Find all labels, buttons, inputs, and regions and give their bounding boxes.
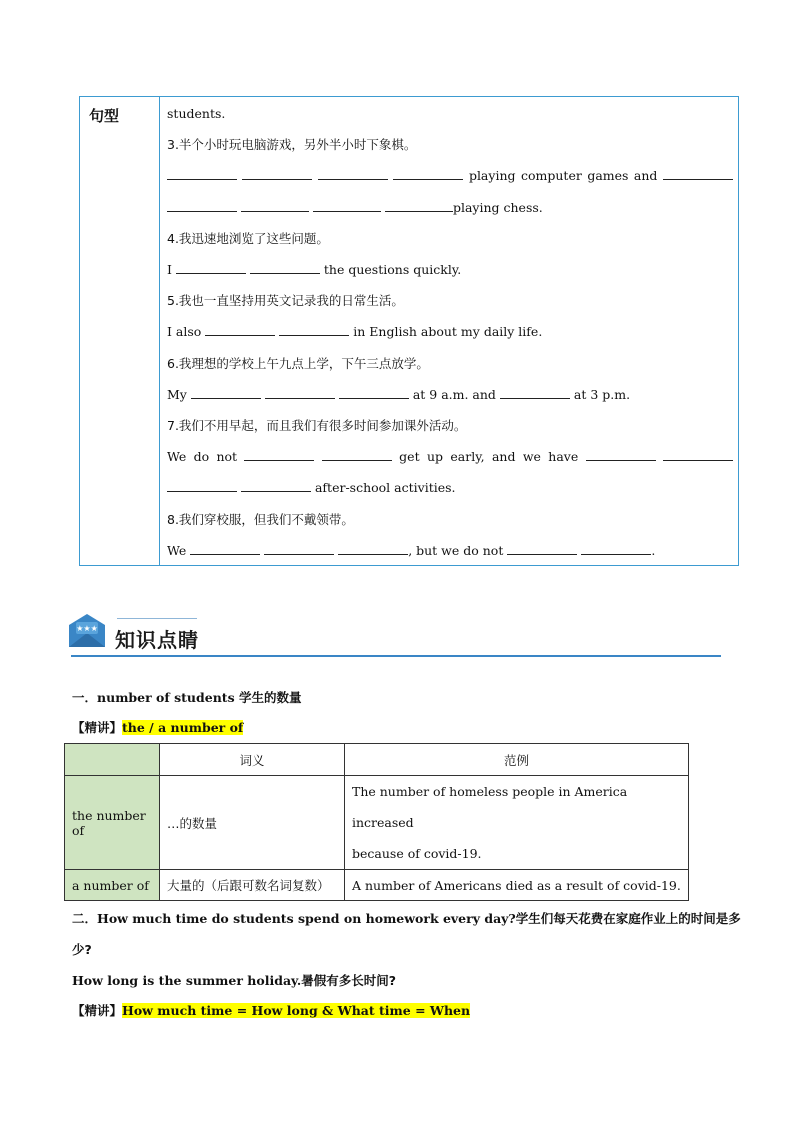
blank[interactable]: [241, 199, 309, 212]
question-7: 7.我们不用早起，而且我们有很多时间参加课外活动。: [167, 418, 467, 433]
word: , but we do not: [408, 543, 504, 558]
line2-zh: 暑假有多长时间?: [301, 973, 397, 988]
word: and: [491, 449, 516, 464]
word: we: [522, 449, 541, 464]
line2-en: How long is the summer holiday.: [72, 973, 302, 988]
table-header-empty: [65, 744, 160, 776]
heading-prefix: 一．: [72, 690, 98, 705]
answer-4-tail: the questions quickly.: [323, 262, 462, 277]
blank[interactable]: [190, 542, 260, 555]
phrase-cell: the number of: [65, 776, 160, 870]
blank[interactable]: [167, 167, 237, 180]
blank[interactable]: [279, 323, 349, 336]
point2-line2: [72, 972, 396, 990]
blank[interactable]: [264, 542, 334, 555]
word: not: [216, 449, 238, 464]
phrase-cell: a number of: [65, 870, 160, 901]
word: and: [633, 168, 658, 183]
blank[interactable]: [205, 323, 275, 336]
point1-explanation: [72, 719, 243, 737]
heading-zh: 学生们每天花费在家庭作业上的时间是多: [515, 911, 741, 926]
exercise-table: [79, 96, 739, 566]
table-row: [65, 776, 689, 870]
exercise-label: 句型: [89, 107, 120, 125]
word: have: [548, 449, 579, 464]
answer-7-tail: after-school activities.: [314, 480, 456, 495]
blank[interactable]: [313, 199, 381, 212]
meaning-cell: …的数量: [160, 776, 345, 870]
word: I: [167, 262, 172, 277]
meaning-cell: 大量的（后跟可数名词复数）: [160, 870, 345, 901]
exercise-label-cell: [80, 97, 160, 565]
question-5: 5.我也一直坚持用英文记录我的日常生活。: [167, 293, 404, 308]
word: My: [167, 387, 187, 402]
heading-prefix: 二．: [72, 911, 98, 926]
word: computer: [521, 168, 582, 183]
blank[interactable]: [241, 479, 311, 492]
heading-en: number of students: [97, 690, 235, 705]
blank[interactable]: [663, 167, 733, 180]
table-header-example: 范例: [345, 744, 689, 776]
envelope-star-icon: [67, 613, 107, 649]
word: playing: [468, 168, 516, 183]
answer-5: [167, 323, 733, 341]
word: at 9 a.m. and: [412, 387, 496, 402]
section-title: 知识点睛: [115, 628, 199, 652]
point2-heading-wrap: 少?: [72, 942, 92, 957]
answer-8: [167, 542, 733, 560]
blank[interactable]: [393, 167, 463, 180]
answer-6: [167, 386, 733, 404]
heading-en: How much time do students spend on homework every day?: [97, 911, 516, 926]
question-4: 4.我迅速地浏览了这些问题。: [167, 231, 329, 246]
blank[interactable]: [339, 386, 409, 399]
word: We: [167, 449, 187, 464]
highlight-text: the / a number of: [122, 720, 244, 735]
blank[interactable]: [167, 199, 237, 212]
blank[interactable]: [338, 542, 408, 555]
blank[interactable]: [385, 199, 453, 212]
word: get: [399, 449, 420, 464]
blank[interactable]: [265, 386, 335, 399]
vocab-table: [64, 743, 689, 901]
answer-3-line1: [167, 167, 733, 185]
blank[interactable]: [507, 542, 577, 555]
answer-7-line1: [167, 448, 733, 466]
jingjiang-label: 【精讲】: [72, 720, 123, 735]
word: up: [426, 449, 444, 464]
answer-4: [167, 261, 733, 279]
question-3: 3.半个小时玩电脑游戏，另外半小时下象棋。: [167, 137, 417, 152]
answer-3-line2: [167, 199, 733, 217]
point2-heading: [72, 910, 741, 928]
section-divider: [71, 655, 721, 657]
word: early,: [450, 449, 485, 464]
answer-3-tail: playing chess.: [452, 200, 543, 215]
point2-explanation: [72, 1002, 470, 1020]
table-header-row: [65, 744, 689, 776]
blank[interactable]: [663, 448, 733, 461]
line-students: students.: [167, 106, 226, 121]
word: We: [167, 543, 187, 558]
blank[interactable]: [242, 167, 312, 180]
section-title-rule: [117, 618, 197, 619]
blank[interactable]: [322, 448, 392, 461]
question-6: 6.我理想的学校上午九点上学，下午三点放学。: [167, 356, 429, 371]
highlight-text: How much time = How long & What time = When: [122, 1003, 471, 1018]
word: .: [651, 543, 656, 558]
example-line: The number of homeless people in America increased: [352, 784, 628, 830]
blank[interactable]: [586, 448, 656, 461]
blank[interactable]: [176, 261, 246, 274]
word: at 3 p.m.: [573, 387, 631, 402]
blank[interactable]: [191, 386, 261, 399]
word: I also: [167, 324, 202, 339]
blank[interactable]: [500, 386, 570, 399]
answer-5-tail: in English about my daily life.: [353, 324, 543, 339]
table-header-meaning: 词义: [160, 744, 345, 776]
answer-7-line2: [167, 479, 733, 497]
jingjiang-label: 【精讲】: [72, 1003, 123, 1018]
example-cell: [345, 776, 689, 870]
blank[interactable]: [581, 542, 651, 555]
example-cell: A number of Americans died as a result of covid-19.: [345, 870, 689, 901]
table-row: [65, 870, 689, 901]
blank[interactable]: [250, 261, 320, 274]
question-8: 8.我们穿校服，但我们不戴领带。: [167, 512, 354, 527]
word: do: [193, 449, 210, 464]
heading-zh: 学生的数量: [238, 690, 302, 705]
blank[interactable]: [318, 167, 388, 180]
example-line: because of covid-19.: [352, 846, 482, 861]
point1-heading: [72, 689, 301, 707]
blank[interactable]: [167, 479, 237, 492]
blank[interactable]: [244, 448, 314, 461]
word: games: [587, 168, 629, 183]
svg-text:★★★: ★★★: [76, 624, 98, 633]
